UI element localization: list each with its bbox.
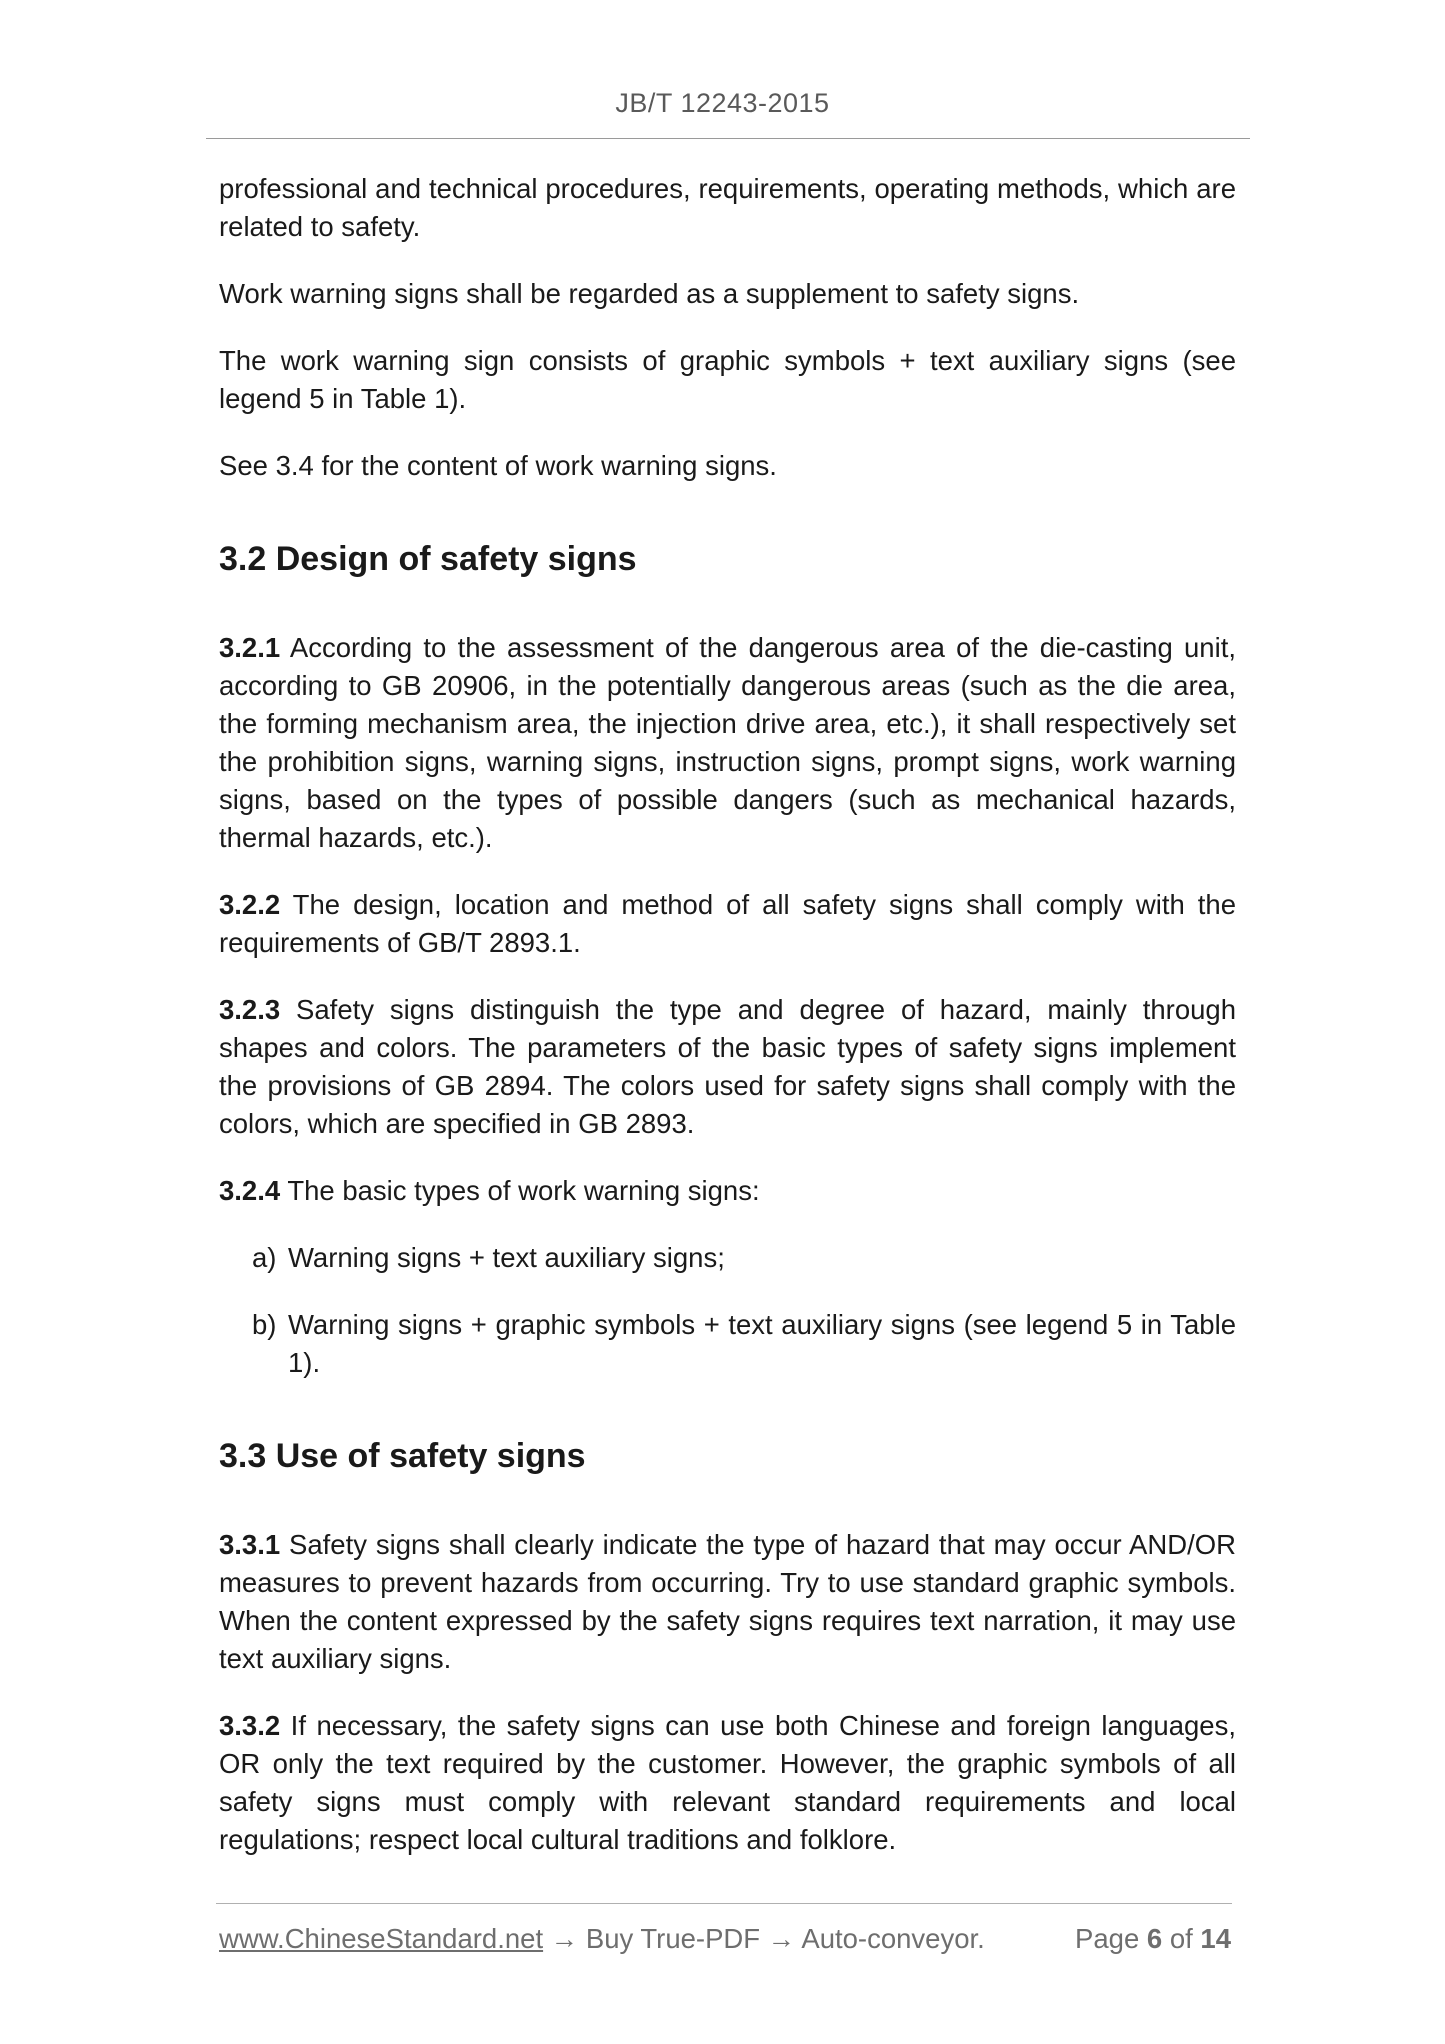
total-page-number: 14 xyxy=(1200,1923,1231,1954)
list-item xyxy=(219,1239,1236,1277)
clause-number: 3.2.1 xyxy=(219,632,281,663)
page-indicator xyxy=(1075,1923,1231,1955)
clause-3-2-1 xyxy=(219,629,1236,857)
clause-3-3-1 xyxy=(219,1526,1236,1678)
list-item-text: Warning signs + text auxiliary signs; xyxy=(288,1242,725,1273)
arrow-icon: → xyxy=(550,1923,579,1954)
paragraph: professional and technical procedures, requirements, operating methods, which are related to safety. xyxy=(219,173,1236,242)
clause-text: The basic types of work warning signs: xyxy=(280,1175,760,1206)
clause-3-2-4 xyxy=(219,1172,1236,1210)
list-item-text: Warning signs + graphic symbols + text auxiliary signs (see legend 5 in Table 1). xyxy=(288,1309,1236,1378)
clause-number: 3.2.2 xyxy=(219,889,281,920)
clause-text: If necessary, the safety signs can use both Chinese and foreign languages, OR only the text required by the customer. However, the graphic symbols of all safety signs must comply with relevant standard requirements and local regulations; respect local cultural traditions and folklore. xyxy=(219,1710,1236,1855)
clause-text: The design, location and method of all safety signs shall comply with the requirements of GB/T 2893.1. xyxy=(219,889,1236,958)
paragraph: Work warning signs shall be regarded as a supplement to safety signs. xyxy=(219,278,1080,309)
clause-3-2-3 xyxy=(219,991,1236,1143)
clause-number: 3.2.3 xyxy=(219,994,281,1025)
list-item xyxy=(219,1306,1236,1382)
footer-divider xyxy=(216,1903,1232,1904)
section-heading-3-3: 3.3 Use of safety signs xyxy=(219,1437,586,1475)
buy-true-pdf-text: Buy True-PDF xyxy=(585,1923,761,1954)
arrow-icon: → xyxy=(767,1923,796,1954)
clause-number: 3.2.4 xyxy=(219,1175,281,1206)
paragraph: The work warning sign consists of graphic symbols + text auxiliary signs (see legend 5 in Table 1). xyxy=(219,345,1236,414)
header-divider xyxy=(206,138,1250,139)
site-link[interactable]: www.ChineseStandard.net xyxy=(219,1923,544,1954)
list-marker: a) xyxy=(252,1242,277,1273)
document-code-header: JB/T 12243-2015 xyxy=(615,88,830,118)
clause-number: 3.3.1 xyxy=(219,1529,281,1560)
of-label: of xyxy=(1169,1923,1193,1954)
clause-3-2-2 xyxy=(219,886,1236,962)
clause-3-3-2 xyxy=(219,1707,1236,1859)
clause-text: Safety signs distinguish the type and degree of hazard, mainly through shapes and colors. The parameters of the basic types of safety signs implement the provisions of GB 2894. The colors used for safety signs shall comply with the colors, which are specified in GB 2893. xyxy=(219,994,1236,1139)
auto-conveyor-text: Auto-conveyor. xyxy=(801,1923,985,1954)
current-page-number: 6 xyxy=(1146,1923,1163,1954)
paragraph: See 3.4 for the content of work warning signs. xyxy=(219,450,777,481)
page-footer xyxy=(219,1923,1231,1955)
page-content xyxy=(219,170,1236,1888)
footer-links xyxy=(219,1923,985,1955)
page-label: Page xyxy=(1075,1923,1140,1954)
clause-number: 3.3.2 xyxy=(219,1710,281,1741)
section-heading-3-2: 3.2 Design of safety signs xyxy=(219,540,637,578)
clause-text: Safety signs shall clearly indicate the type of hazard that may occur AND/OR measures to prevent hazards from occurring. Try to use standard graphic symbols. When the content expressed by the safety signs requires text narration, it may use text auxiliary signs. xyxy=(219,1529,1236,1674)
clause-text: According to the assessment of the dangerous area of the die-casting unit, according to GB 20906, in the potentially dangerous areas (such as the die area, the forming mechanism area, the injection drive area, etc.), it shall respectively set the prohibition signs, warning signs, instruction signs, prompt signs, work warning signs, based on the types of possible dangers (such as mechanical hazards, thermal hazards, etc.). xyxy=(219,632,1236,853)
list-marker: b) xyxy=(252,1309,277,1340)
